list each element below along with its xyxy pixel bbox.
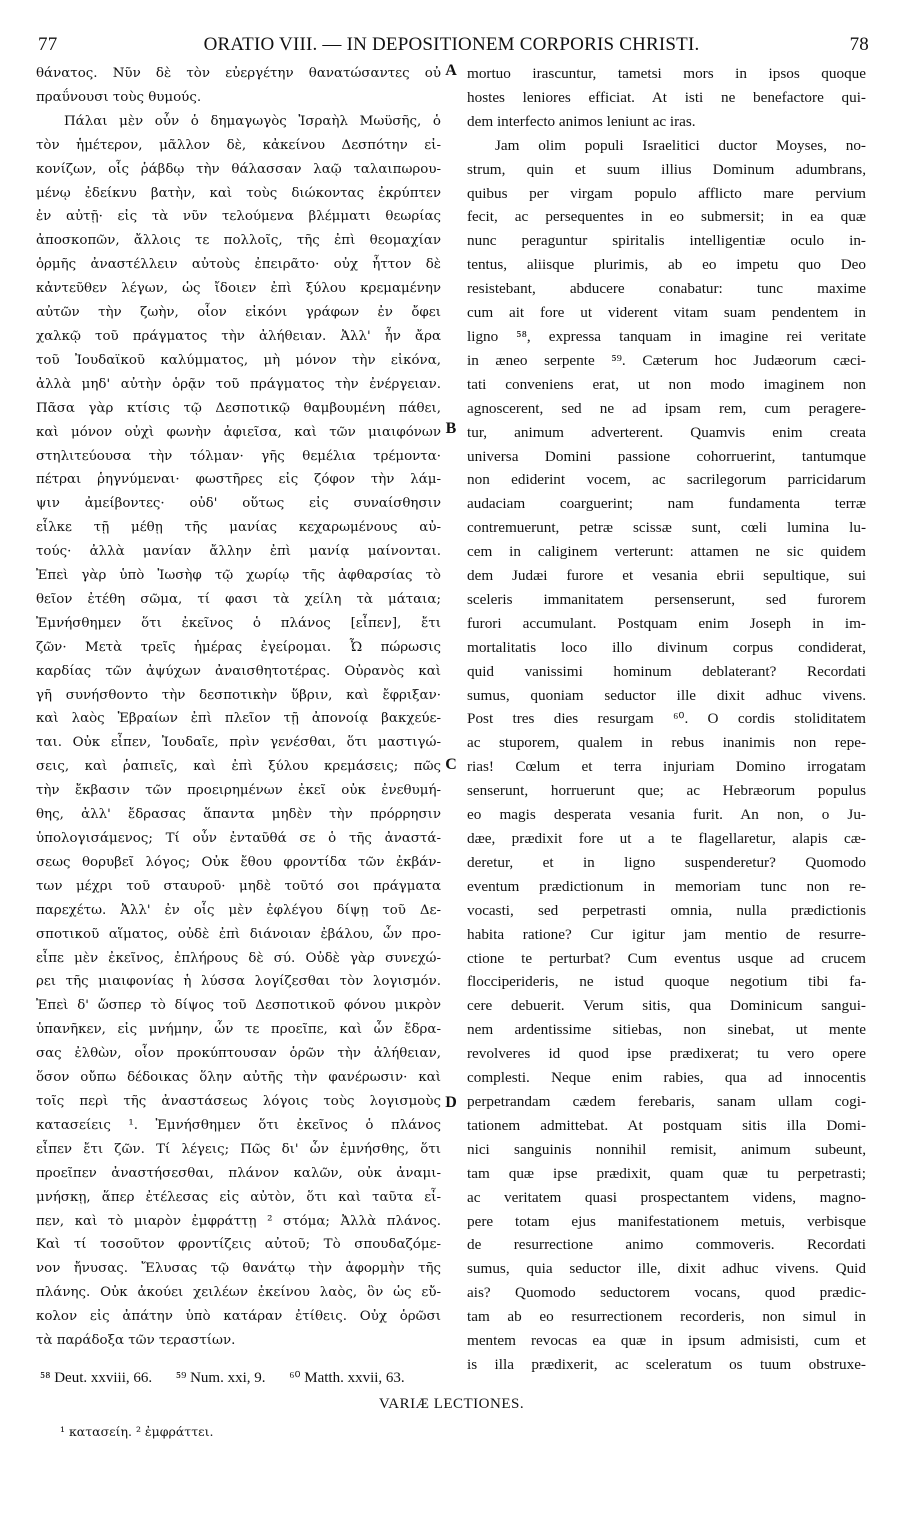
page-number-right: 78 [849, 34, 869, 55]
latin-text-line: tam ab eo resurrectionem recorderis, non simul in [467, 1308, 866, 1326]
latin-text-line: non ediderint vocem, ac sacrilegorum parricidarum [467, 471, 866, 489]
greek-text-line: σεως θορυβεῖ λόγος; Οὐκ ἔθου φροντίδα τῶν ἐκβάν- [36, 854, 441, 870]
greek-text-line: μένῳ ἐδείκνυ βατὴν, καὶ τοὺς διώκοντας ἐκρύπτεν [36, 185, 441, 201]
greek-text-line: πλάνης. Οὐκ ἀκούει χειλέων ἐκείνου λαὸς, ὃν ὡς εὔ- [36, 1285, 441, 1301]
latin-text-line: dæe, prædixit fore ut a te flagellaretur, alapis cæ- [467, 830, 866, 847]
greek-text-line: Πάλαι μὲν οὖν ὁ δημαγωγὸς Ἰσραὴλ Μωϋσῆς, ὁ [64, 113, 441, 129]
greek-text-line: τούς· ἀλλὰ μανίαν ἄλλην ἐπὶ μανίᾳ μαίνονται. [36, 544, 441, 560]
latin-text-line: furori accumulant. Postquam enim Joseph in im- [467, 614, 866, 632]
latin-text-line: sceleris immanitatem persenserunt, sed furorem [467, 590, 866, 608]
latin-text-line: nici sanguinis nonnihil remisit, animum subeunt, [467, 1140, 866, 1158]
latin-text-line: ctione te perturbat? Cum eventus usque ad crucem [467, 949, 866, 967]
greek-text-line: εἶπε μὲν ἐκεῖνος, ἐπλήρους δὲ σύ. Οὐδὲ γὰρ συνεχώ- [36, 950, 441, 966]
greek-text-line: παρεχέτω. Ἀλλ' ἐν οἷς μὲν ἐφλέγου δίψῃ τοῦ Δε- [36, 902, 441, 918]
greek-text-line: αὐτῶν τὴν ζωὴν, οἷον εἰκόνι γράφων ἐν ὄφει [36, 305, 441, 321]
latin-text-line: tur, animum adverterent. Quamvis enim creata [467, 423, 866, 441]
latin-text-line: cere debuerit. Verum sitis, qua Dominicum sangui- [467, 997, 866, 1015]
greek-text-line: καρδίας τῶν ἀψύχων ἀναισθητοτέρας. Οὐρανὸς καὶ [36, 663, 441, 679]
latin-text-line: flocciperideris, ne istud quoque negotium tibi fa- [467, 973, 866, 991]
latin-text-line: ais? Quomodo seductorem vocans, quod prædic- [467, 1284, 866, 1302]
greek-text-line: τὰ παράδοξα τῶν τεραστίων. [36, 1333, 236, 1349]
latin-text-line: resistebant, abducere conabatur: tunc maxime [467, 280, 866, 298]
section-marker-b: B [445, 420, 457, 437]
greek-text-line: ἐν αὐτῇ· εἰς τὰ νῦν τελούμενα βλέμματι θεωρίας [36, 209, 441, 225]
latin-text-line: mortuo irascuntur, tametsi mors in ipsos quoque [467, 65, 866, 82]
latin-text-line: universa Domini passione cohorruerint, tantumque [467, 447, 866, 465]
greek-text-line: πέτραι ῥηγνύμεναι· φωστῆρες εἰς ζόφον τὴν λάμ- [36, 472, 441, 488]
latin-text-line: fecit, ac persequentes in eo submersit; in ea quæ [467, 208, 866, 226]
greek-text-line: θάνατος. Νῦν δὲ τὸν εὐεργέτην θανατώσαντες οὐ [36, 66, 441, 81]
latin-text-line: deretur, et in ligno suspenderetur? Quomodo [467, 853, 866, 871]
greek-text-line: ὑπολογισάμενος; Τί οὖν ἐνταῦθά σε ὁ τῆς ἀναστά- [36, 831, 441, 846]
page-number-left: 77 [38, 34, 58, 55]
latin-text-line: perpetrandam cædem ferebaris, sanam ullam cogi- [467, 1092, 866, 1110]
running-head [30, 34, 873, 60]
latin-text-line: audaciam coarguerint; nam fundamenta terræ [467, 495, 866, 513]
greek-text-line: καὶ λαὸς Ἑβραίων ἐπὶ πλεῖον τῇ ἀπονοίᾳ βακχεύε- [36, 711, 441, 727]
section-marker-d: D [445, 1094, 457, 1111]
latin-text-line: eo magis desperata vesania furit. An non, o Ju- [467, 806, 866, 824]
latin-text-line: ac stuporem, qualem in rebus inanimis non repe- [467, 734, 866, 752]
latin-text-line: vocasti, sed perpetrasti omnia, nulla prædictionis [467, 901, 866, 919]
latin-text-line: mentem revocas ea quæ in ipsum admisisti, cum et [467, 1332, 866, 1350]
latin-text-line: ac veritatem quasi prospectantem videns, magno- [467, 1188, 866, 1206]
greek-text-line: Πᾶσα γὰρ κτίσις τῷ Δεσποτικῷ θαμβουμένη πάθει, [36, 400, 441, 416]
greek-text-line: κατασείεις ¹. Ἐμνήσθημεν ὅτι ἐκεῖνος ὁ πλάνος [36, 1117, 441, 1133]
latin-text-line: dem interfecto animos leniunt ac iras. [467, 112, 696, 130]
greek-text-line: ρει τῆς μιαιφονίας ἡ λύσσα λογίζεσθαι τὸν λογισμόν. [36, 974, 441, 990]
latin-text-line: Jam olim populi Israelitici ductor Moyses, no- [495, 136, 866, 154]
latin-text-line: senserunt, horruerunt que; ac Hebræorum populus [467, 782, 866, 800]
latin-text-line: complesti. Neque enim rabies, qua ad innocentis [467, 1069, 866, 1087]
greek-text-line: θης, ἀλλ' ἔδρασας ἅπαντα μηδὲν τὴν πρόρρησιν [36, 807, 441, 823]
latin-text-line: in æneo serpente ⁵⁹. Cæterum hoc Judæorum cæci- [467, 351, 866, 369]
variae-lectiones-line: ¹ κατασείη. ² ἐμφράττει. [60, 1424, 214, 1439]
greek-text-line: των μέχρι τοῦ σταυροῦ· μηδὲ τοῦτό σοι πράγματα [36, 878, 441, 894]
greek-text-line: ται. Οὐκ εἶπεν, Ἰουδαῖε, πρὶν γενέσθαι, ὅτι μαστιγώ- [36, 735, 441, 751]
latin-text-line: quid vanissimi hominum deblaterant? Recordati [467, 662, 866, 680]
footnotes [40, 1368, 425, 1387]
variae-lectiones-heading: VARIÆ LECTIONES. [378, 1396, 525, 1412]
latin-text-line: cum ait fore ut viderent vitam suam pendentem in [467, 304, 866, 322]
greek-text-line: γῆ συνήσθοντο τὴν δεσποτικὴν ὕβριν, καὶ ἔφριξαν· [36, 687, 441, 703]
latin-column [467, 62, 866, 1373]
greek-text-line: θεῖον ἐτέθη σῶμα, τί φασι τὰ χείλη τὰ μάταια; [36, 591, 441, 607]
greek-text-line: κἀντεῦθεν λέγων, ὡς ἴδοιεν ἐπὶ ξύλου κρεμαμένην [36, 281, 441, 297]
latin-text-line: de resurrectione animo commoveris. Recordati [467, 1236, 866, 1254]
latin-text-line: eventum prædictionum in memoriam tunc non re- [467, 877, 866, 895]
latin-text-line: hostes leniores efficiat. At isti ne benefactore qui- [467, 88, 866, 106]
section-marker-c: C [445, 756, 457, 773]
greek-column [36, 62, 441, 1352]
greek-text-line: τοῦ Ἰουδαϊκοῦ καλύμματος, μὴ μόνον τὴν εἰκόνα, [36, 352, 441, 368]
greek-text-line: πραΰνουσι τοὺς θυμούς. [36, 89, 202, 105]
greek-text-line: χαλκῷ τοῦ πράγματος τὴν ἀλήθειαν. Ἀλλ' ἦν ἄρα [36, 328, 441, 344]
greek-text-line: νον ἤνυσας. Ἔλυσας τῷ θανάτῳ τὴν ἀφορμὴν τῆς [36, 1261, 441, 1277]
greek-text-line: τοῖς περὶ τῆς ἀναστάσεως λόγοις τοὺς λογισμοὺς [36, 1093, 441, 1109]
greek-text-line: κονίζων, οἷς ῥάβδῳ τὴν θάλασσαν λαῷ ταλαιπωρου- [36, 161, 441, 177]
footnote: ⁶⁰ Matth. xxvii, 63. [289, 1370, 405, 1386]
section-marker-a: A [445, 62, 457, 79]
latin-text-line: is illa prædixerit, ac sceleratum os tuum obstruxe- [467, 1355, 866, 1373]
latin-text-line: rias! Cœlum et terra injuriam Domino irrogatam [467, 758, 866, 776]
greek-text-line: ἀποσκοπῶν, ἄλλοις τε πολλοῖς, τῆς ἐπὶ θεομαχίαν [36, 233, 441, 249]
greek-text-line: ὑπανῆκεν, εἰς μνήμην, ὧν τε προεῖπε, καὶ ὧν ἔδρα- [36, 1022, 441, 1038]
latin-text-line: revolveres id quod ipse prædixerat; tu vero opere [467, 1045, 866, 1063]
latin-text-line: quibus per virgam populo afflicto mare pervium [467, 184, 866, 202]
greek-text-line: ὅσον οὔπω δέδοικας ὅλην αὐτῆς τὴν φανέρωσιν· καὶ [36, 1070, 441, 1086]
latin-text-line: sumus, quoniam seductor ille dixit adhuc vivens. [467, 686, 866, 704]
greek-text-line: καὶ μόνον οὐχὶ φωνὴν ἀφιεῖσα, καὶ τῶν μιαιφόνων [36, 424, 441, 440]
greek-text-line: μνήσκῃ, ἅπερ ἐτέλεσας εἰς αὐτὸν, ὅτι καὶ ταῦτα εἶ- [36, 1189, 441, 1205]
greek-text-line: κολον εἰς ἀπάτην ὑπὸ κατάραν ἐτίθεις. Οὐχ ὁρῶσι [36, 1309, 441, 1325]
latin-text-line: sumus, quia seductor ille, dixit adhuc vivens. Quid [467, 1260, 866, 1278]
greek-text-line: Ἐπεὶ γὰρ ὑπὸ Ἰωσὴφ τῷ χωρίῳ τῆς ἀφθαρσίας τὸ [36, 568, 441, 584]
latin-text-line: cem in caliginem verterunt: attamen ne sic quidem [467, 543, 866, 561]
greek-text-line: ὁρμῆς ἀναστέλλειν αὐτοὺς ἐπειρᾶτο· οὐχ ἧττον δὲ [36, 257, 441, 273]
latin-text-line: nunc peraguntur spiritalis intelligentiæ oculo in- [467, 232, 866, 250]
greek-text-line: ἀλλὰ μηδ' αὐτὴν ὁρᾷν τοῦ πράγματος τὴν ἐνέργειαν. [36, 376, 441, 392]
latin-text-line: habita ratione? Cur igitur jam mentio de resurre- [467, 925, 866, 943]
greek-text-line: σποτικοῦ αἵματος, οὐδὲ ἐπὶ διάνοιαν ἐβάλου, ὧν προ- [36, 926, 441, 942]
greek-text-line: τὸν ἡμέτερον, μᾶλλον δὲ, κἀκείνου Δεσπότην εἰ- [36, 137, 441, 153]
greek-text-line: εἶπεν ἔτι ζῶν. Τί λέγεις; Πῶς δι' ὧν ἐμνήσθης, ὅτι [36, 1141, 441, 1157]
latin-text-line: strum, quin et suum illius Dominum adumbrans, [467, 160, 866, 178]
greek-text-line: Καὶ τί τοσοῦτον φροντίζεις αὐτοῦ; Τὸ σπουδαζόμε- [36, 1237, 441, 1253]
latin-text-line: contremuerunt, petræ scissæ sunt, cœli lumina lu- [467, 519, 866, 537]
greek-text-line: ζῶν· Μετὰ τρεῖς ἡμέρας ἐγείρομαι. Ὦ πώρωσις [36, 639, 441, 655]
greek-text-line: στηλιτεύουσα τὴν τόλμαν· γῆς θεμέλια τρέμοντα· [36, 448, 441, 464]
running-title: ORATIO VIII. — IN DEPOSITIONEM CORPORIS CHRISTI. [203, 34, 700, 55]
footnote: ⁵⁹ Num. xxi, 9. [175, 1370, 266, 1386]
latin-text-line: ligno ⁵⁸, expressa tanquam in imagine rei veritate [467, 327, 866, 345]
greek-text-line: προεῖπεν ἀναστήσεσθαι, πλάνον καλῶν, οὐκ ἀναμι- [36, 1165, 441, 1181]
latin-text-line: Post tres dies resurgam ⁶⁰. O cordis stoliditatem [467, 710, 866, 728]
greek-text-line: σεις, καὶ ῥαπιεῖς, καὶ ἐπὶ ξύλου κρεμάσεις; πῶς [36, 759, 441, 775]
latin-text-line: tati conveniens erat, ut non modo imaginem non [467, 375, 866, 393]
greek-text-line: ψιν ἀμείβοντες· οὐδ' οὕτως εἰς συναίσθησιν [36, 496, 441, 512]
greek-text-line: σας ἐλθὼν, οἷον προκύπτουσαν ὁρῶν τὴν ἀλήθειαν, [36, 1046, 441, 1062]
latin-text-line: agnoscerent, sed ne ad ipsam rem, cum peragere- [467, 399, 866, 417]
footnote: ⁵⁸ Deut. xxviii, 66. [40, 1370, 153, 1386]
greek-text-line: εἷλκε τῇ μέθῃ τῆς μανίας κεχαρωμένους αὐ- [36, 520, 441, 536]
latin-text-line: tam quæ ipse prædixit, quam quæ tu perpetrasti; [467, 1164, 866, 1182]
latin-text-line: dem Judæi furore et vesania ebrii sepultique, sui [467, 567, 866, 585]
latin-text-line: pere totam ejus manifestationem metuis, verbisque [467, 1212, 866, 1230]
greek-text-line: Ἐπεὶ δ' ὥσπερ τὸ δίψος τοῦ Δεσποτικοῦ φόνου μικρὸν [36, 998, 441, 1014]
latin-text-line: nem ardentissime sitiebas, non sinebat, ut mente [467, 1021, 866, 1039]
greek-text-line: Ἐμνήσθημεν ὅτι ἐκεῖνος ὁ πλάνος [εἶπεν], ἔτι [36, 615, 441, 631]
greek-text-line: τὴν ἔκβασιν τῶν προειρημένων ἐκεῖ οὐκ ἐνεθυμή- [36, 783, 441, 799]
latin-text-line: mortalitatis loco illo divinum corpus condiderat, [467, 638, 866, 656]
latin-text-line: tationem admittebat. At postquam sitis illa Domi- [467, 1116, 866, 1134]
greek-text-line: πεν, καὶ τὸ μιαρὸν ἐμφράττῃ ² στόμα; Ἀλλὰ πλάνος. [36, 1213, 441, 1229]
latin-text-line: tentus, aliisque plurimis, ab eo impetu quo Deo [467, 256, 866, 274]
